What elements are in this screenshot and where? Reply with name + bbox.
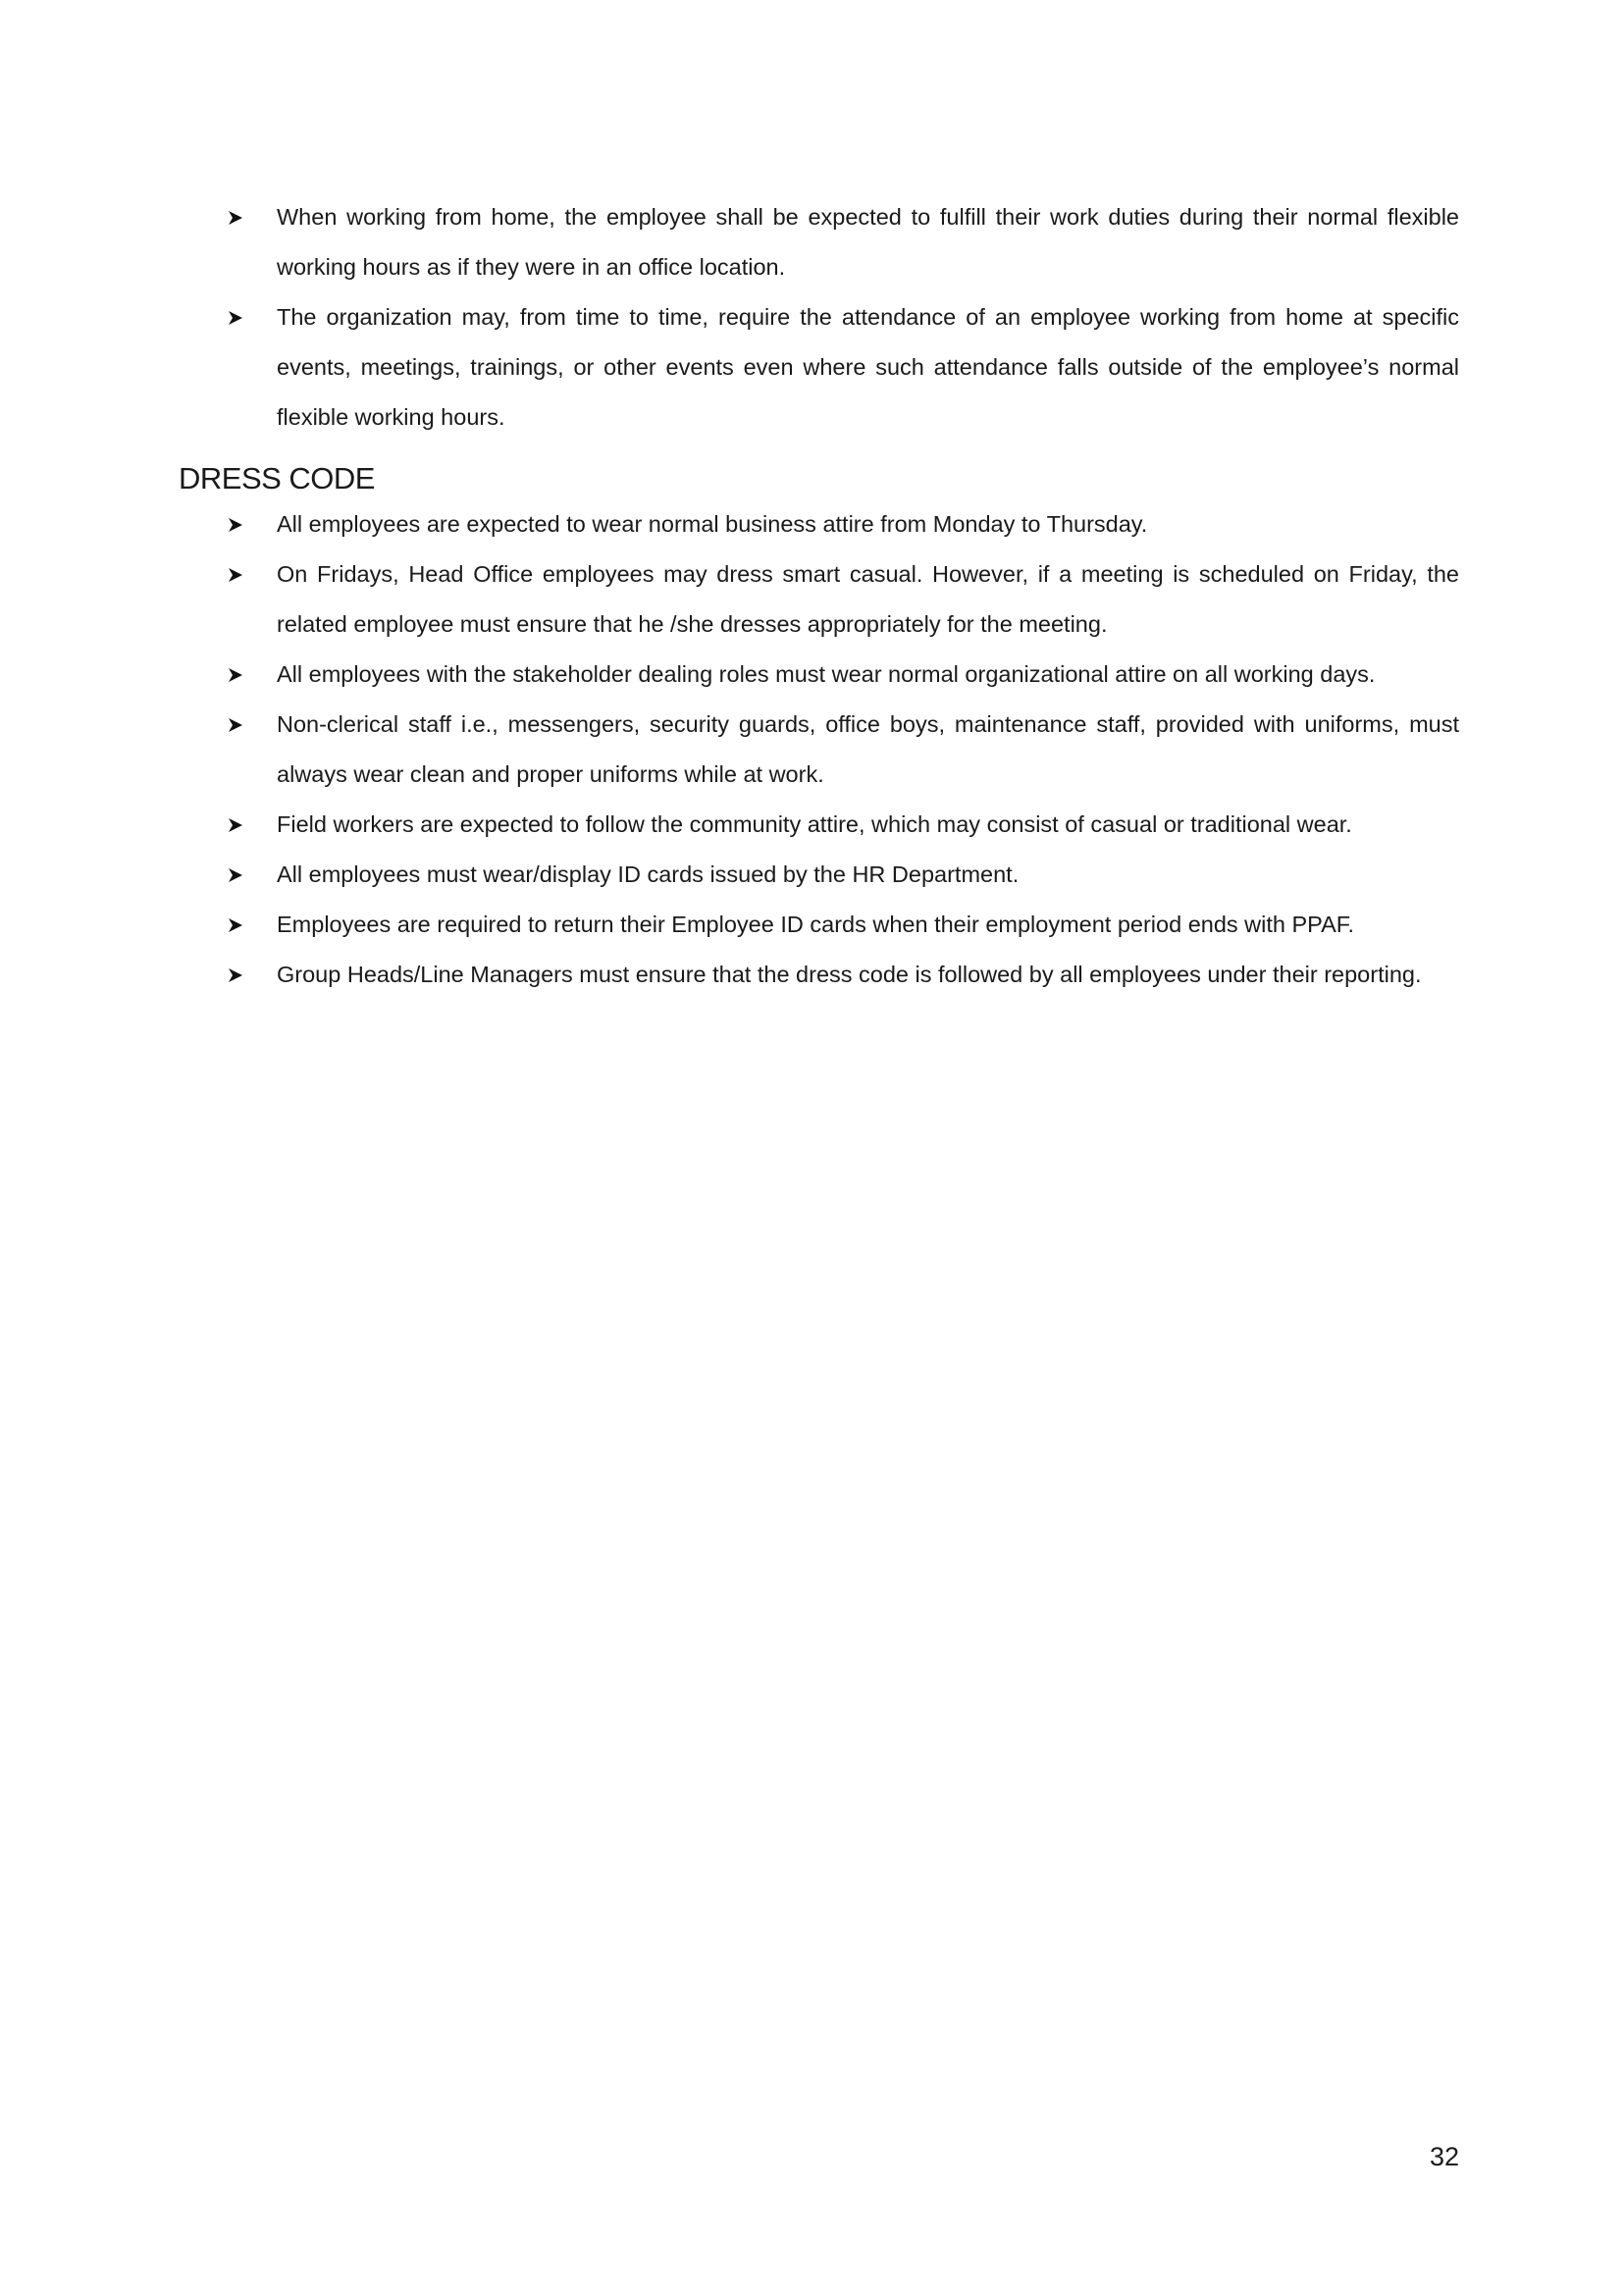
section-heading: DRESS CODE xyxy=(179,461,375,496)
arrowhead-bullet-icon xyxy=(228,900,247,950)
list-item xyxy=(179,850,1459,900)
list-item xyxy=(179,700,1459,800)
list-item xyxy=(179,650,1459,700)
list-item xyxy=(179,292,1459,443)
arrowhead-bullet-icon xyxy=(228,292,247,342)
list-item xyxy=(179,192,1459,292)
list-item-text: On Fridays, Head Office employees may dress smart casual. However, if a meeting is scheduled on Friday, the related employee must ensure that he /she dresses appropriately for the meeting. xyxy=(277,561,1459,637)
list-item-text: All employees are expected to wear normal business attire from Monday to Thursday. xyxy=(277,511,1148,537)
list-item-text: Employees are required to return their Employee ID cards when their employment period ends with PPAF. xyxy=(277,912,1355,937)
list-item-text: When working from home, the employee shall be expected to fulfill their work duties during their normal flexible working hours as if they were in an office location. xyxy=(277,204,1459,280)
list-item-text: Group Heads/Line Managers must ensure that the dress code is followed by all employees under their reporting. xyxy=(277,962,1422,987)
arrowhead-bullet-icon xyxy=(228,700,247,750)
list-item-text: The organization may, from time to time, require the attendance of an employee working from home at specific events, meetings, trainings, or other events even where such attendance falls outside of the employee’s normal flexible working hours. xyxy=(277,304,1459,430)
continued-list xyxy=(179,192,1459,443)
list-item xyxy=(179,800,1459,850)
arrowhead-bullet-icon xyxy=(228,950,247,1000)
arrowhead-bullet-icon xyxy=(228,549,247,600)
arrowhead-bullet-icon xyxy=(228,800,247,850)
arrowhead-bullet-icon xyxy=(228,850,247,900)
dress-code-list xyxy=(179,499,1459,1000)
list-item-text: All employees must wear/display ID cards issued by the HR Department. xyxy=(277,861,1020,887)
page-content xyxy=(179,192,1459,1000)
list-item xyxy=(179,950,1459,1000)
arrowhead-bullet-icon xyxy=(228,650,247,700)
list-item-text: Field workers are expected to follow the community attire, which may consist of casual or traditional wear. xyxy=(277,811,1352,837)
page-number: 32 xyxy=(1429,2142,1459,2171)
arrowhead-bullet-icon xyxy=(228,192,247,242)
list-item xyxy=(179,549,1459,650)
arrowhead-bullet-icon xyxy=(228,499,247,549)
list-item xyxy=(179,499,1459,549)
list-item-text: All employees with the stakeholder dealing roles must wear normal organizational attire on all working days. xyxy=(277,661,1376,687)
list-item-text: Non-clerical staff i.e., messengers, security guards, office boys, maintenance staff, provided with uniforms, must always wear clean and proper uniforms while at work. xyxy=(277,711,1459,787)
list-item xyxy=(179,900,1459,950)
